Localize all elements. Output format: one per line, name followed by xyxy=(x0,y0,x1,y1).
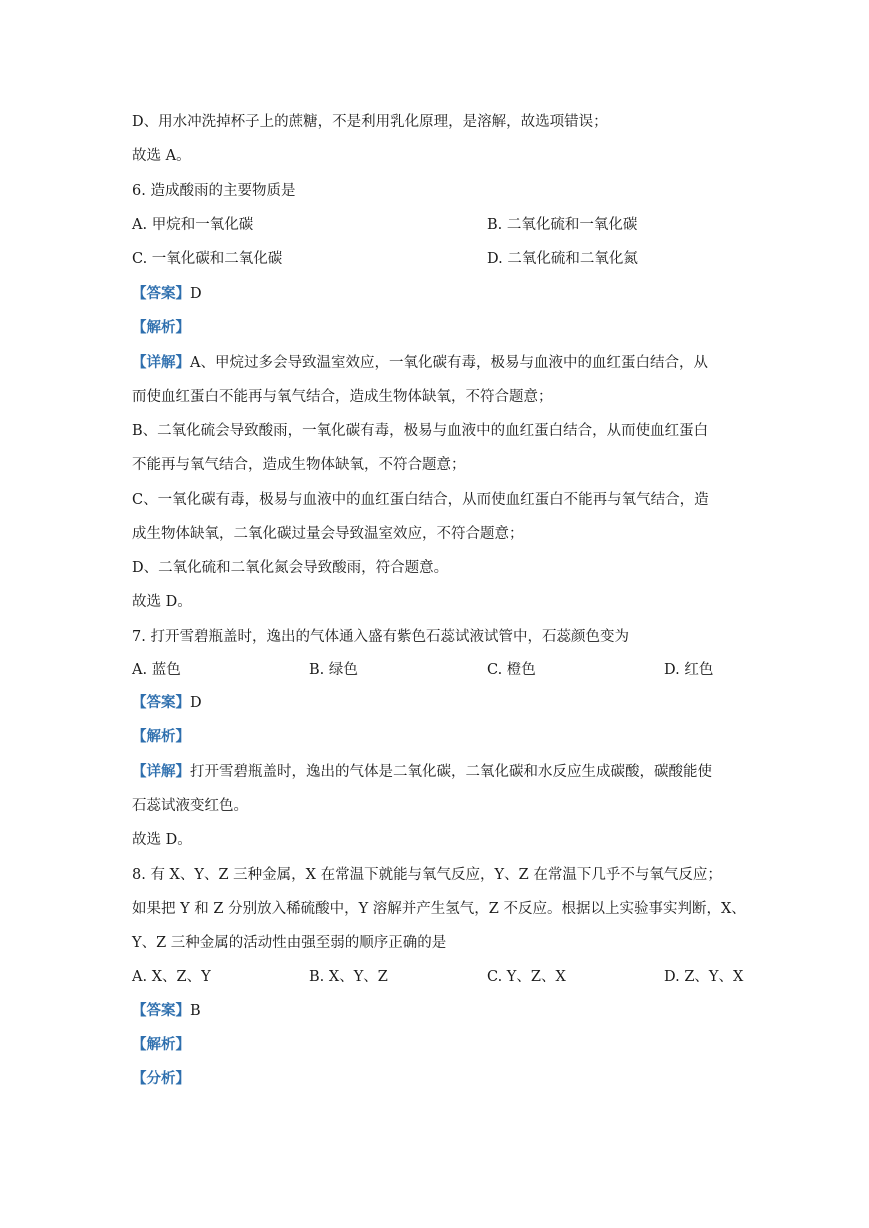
q8-answer xyxy=(132,1001,201,1021)
q6-answer xyxy=(132,284,202,304)
analysis-tag: 【解析】 xyxy=(132,1036,190,1053)
q6-option-c: C. 一氧化碳和二氧化碳 xyxy=(132,251,283,267)
text-line: 故选 D。 xyxy=(132,594,192,610)
q8-option-b: B. X、Y、Z xyxy=(309,969,388,985)
q8-fenxi xyxy=(132,1069,190,1089)
q6-option-b: B. 二氧化硫和一氧化碳 xyxy=(487,217,638,233)
q8-analysis xyxy=(132,1035,190,1055)
text-line: D、用水冲洗掉杯子上的蔗糖，不是利用乳化原理，是溶解，故选项错误； xyxy=(132,114,608,130)
answer-value: D xyxy=(190,286,202,302)
answer-value: D xyxy=(190,695,202,711)
q6-detail xyxy=(132,353,708,373)
q8-option-c: C. Y、Z、X xyxy=(487,969,566,985)
question-7: 7. 打开雪碧瓶盖时，逸出的气体通入盛有紫色石蕊试液试管中，石蕊颜色变为 xyxy=(132,629,629,645)
analysis-tag: 【解析】 xyxy=(132,319,190,336)
q6-option-a: A. 甲烷和一氧化碳 xyxy=(132,217,254,233)
answer-value: B xyxy=(190,1003,201,1019)
answer-tag: 【答案】 xyxy=(132,1002,190,1019)
detail-tag: 【详解】 xyxy=(132,354,190,371)
text-line: 故选 A。 xyxy=(132,148,191,164)
text-line: B、二氧化硫会导致酸雨，一氧化碳有毒，极易与血液中的血红蛋白结合，从而使血红蛋白 xyxy=(132,423,709,439)
text-line: 成生物体缺氧，二氧化碳过量会导致温室效应，不符合题意； xyxy=(132,526,524,542)
fenxi-tag: 【分析】 xyxy=(132,1070,190,1087)
analysis-tag: 【解析】 xyxy=(132,728,190,745)
text-line: 不能再与氧气结合，造成生物体缺氧，不符合题意； xyxy=(132,457,466,473)
q7-analysis xyxy=(132,727,190,747)
q7-detail xyxy=(132,762,712,782)
q7-option-c: C. 橙色 xyxy=(487,662,536,678)
q7-option-b: B. 绿色 xyxy=(309,662,358,678)
text-line: 故选 D。 xyxy=(132,832,192,848)
text-line: D、二氧化硫和二氧化氮会导致酸雨，符合题意。 xyxy=(132,560,449,576)
q8-option-d: D. Z、Y、X xyxy=(664,969,744,985)
q7-option-a: A. 蓝色 xyxy=(132,662,181,678)
text-line: C、一氧化碳有毒，极易与血液中的血红蛋白结合，从而使血红蛋白不能再与氧气结合，造 xyxy=(132,492,709,508)
detail-tag: 【详解】 xyxy=(132,763,190,780)
answer-tag: 【答案】 xyxy=(132,285,190,302)
text-line: 石蕊试液变红色。 xyxy=(132,798,248,814)
q7-option-d: D. 红色 xyxy=(664,662,714,678)
detail-text: A、甲烷过多会导致温室效应，一氧化碳有毒，极易与血液中的血红蛋白结合，从 xyxy=(190,355,708,371)
q6-option-d: D. 二氧化硫和二氧化氮 xyxy=(487,251,638,267)
question-8: 8. 有 X、Y、Z 三种金属，X 在常温下就能与氧气反应，Y、Z 在常温下几乎不与氧气反应； xyxy=(132,867,722,883)
q7-answer xyxy=(132,693,202,713)
text-line: Y、Z 三种金属的活动性由强至弱的顺序正确的是 xyxy=(132,935,447,951)
q8-option-a: A. X、Z、Y xyxy=(132,969,211,985)
question-6: 6. 造成酸雨的主要物质是 xyxy=(132,183,296,199)
q6-analysis xyxy=(132,318,190,338)
detail-text: 打开雪碧瓶盖时，逸出的气体是二氧化碳，二氧化碳和水反应生成碳酸，碳酸能使 xyxy=(190,764,712,780)
text-line: 而使血红蛋白不能再与氧气结合，造成生物体缺氧，不符合题意； xyxy=(132,389,553,405)
text-line: 如果把 Y 和 Z 分别放入稀硫酸中，Y 溶解并产生氢气，Z 不反应。根据以上实验事实判断，X、 xyxy=(132,901,746,917)
answer-tag: 【答案】 xyxy=(132,694,190,711)
